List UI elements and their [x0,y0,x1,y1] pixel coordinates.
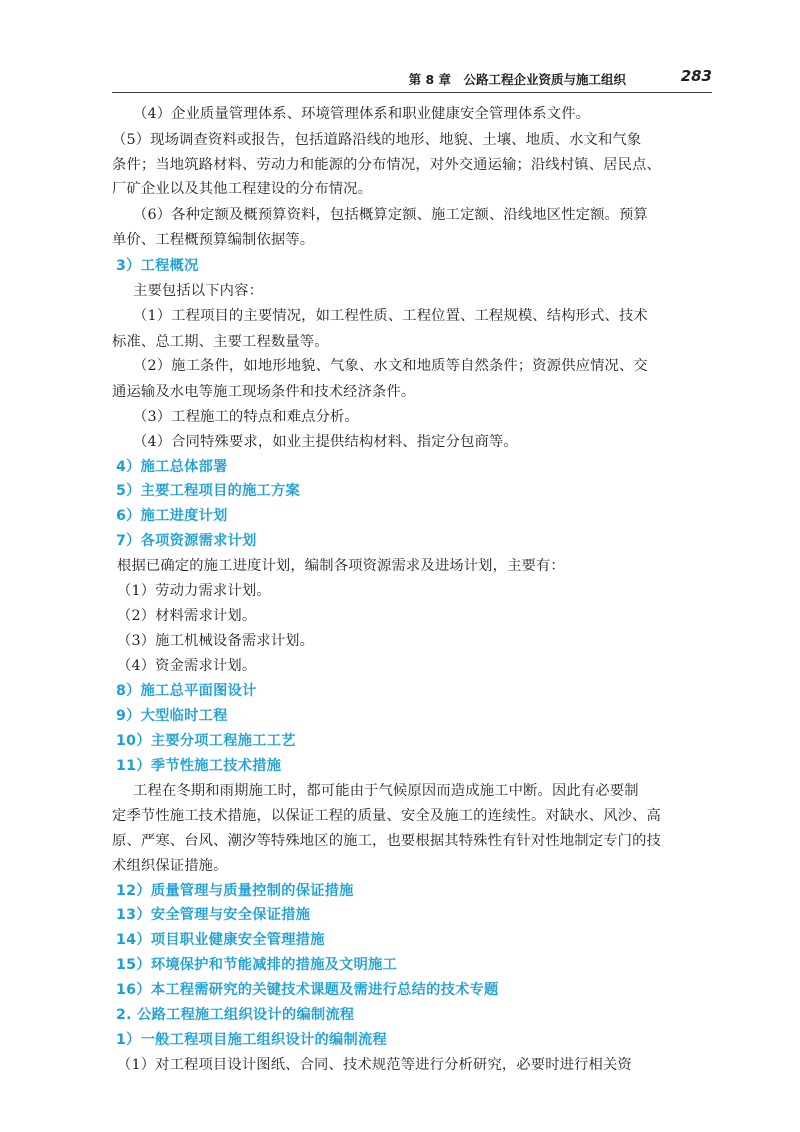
running-header [112,62,712,93]
section-heading: 9）大型临时工程 [116,708,228,724]
chapter-title: 第 8 章 公路工程企业资质与施工组织 [408,72,626,87]
list-item: （4）资金需求计划。 [117,658,257,674]
body-text-line: 单价、工程概预算编制依据等。 [112,232,315,248]
body-text-line: （6）各种定额及概预算资料，包括概算定额、施工定额、沿线地区性定额。预算 [133,207,648,223]
section-heading: 16）本工程需研究的关键技术课题及需进行总结的技术专题 [116,982,499,998]
section-heading: 12）质量管理与质量控制的保证措施 [116,883,354,899]
body-text-line: 原、严寒、台风、潮汐等特殊地区的施工，也要根据其特殊性有针对性地制定专门的技 [112,833,661,849]
body-text-line: 工程在冬期和雨期施工时，都可能由于气候原因而造成施工中断。因此有必要制 [133,783,639,799]
body-text-line: 术组织保证措施。 [112,858,228,874]
body-text-line: 根据已确定的施工进度计划，编制各项资源需求及进场计划，主要有： [117,558,565,574]
section-heading: 3）工程概况 [116,258,199,274]
section-heading: 7）各项资源需求计划 [116,533,257,549]
list-item: （1）劳动力需求计划。 [117,583,271,599]
section-heading: 10）主要分项工程施工工艺 [116,733,296,749]
body-text-line: （4）企业质量管理体系、环境管理体系和职业健康安全管理体系文件。 [133,106,591,122]
section-heading: 11）季节性施工技术措施 [116,758,282,774]
body-text-line: 通运输及水电等施工现场条件和技术经济条件。 [112,384,416,400]
body-text-line: （5）现场调查资料或报告，包括道路沿线的地形、地貌、土壤、地质、水文和气象 [112,132,642,148]
section-heading: 14）项目职业健康安全管理措施 [116,932,325,948]
section-heading: 4）施工总体部署 [116,459,228,475]
section-heading: 1）一般工程项目施工组织设计的编制流程 [116,1032,387,1048]
page-number: 283 [680,67,712,85]
section-heading: 8）施工总平面图设计 [116,683,257,699]
body-text-line: 条件；当地筑路材料、劳动力和能源的分布情况，对外交通运输；沿线村镇、居民点、 [112,157,661,173]
section-heading: 13）安全管理与安全保证措施 [116,907,311,923]
body-text-line: 标准、总工期、主要工程数量等。 [112,334,329,350]
list-item: （2）材料需求计划。 [117,608,257,624]
body-text-line: （3）工程施工的特点和难点分析。 [133,409,359,425]
list-item: （3）施工机械设备需求计划。 [117,633,315,649]
body-text-line: （4）合同特殊要求，如业主提供结构材料、指定分包商等。 [133,434,518,450]
body-text-line: （2）施工条件，如地形地貌、气象、水文和地质等自然条件；资源供应情况、交 [133,358,648,374]
body-text-line: （1）对工程项目设计图纸、合同、技术规范等进行分析研究，必要时进行相关资 [117,1057,632,1073]
section-heading: 6）施工进度计划 [116,508,228,524]
section-heading: 5）主要工程项目的施工方案 [116,483,301,499]
body-text-line: 主要包括以下内容： [133,283,264,299]
body-text-line: 定季节性施工技术措施，以保证工程的质量、安全及施工的连续性。对缺水、风沙、高 [112,808,661,824]
section-heading: 15）环境保护和节能减排的措施及文明施工 [116,957,398,973]
section-heading: 2. 公路工程施工组织设计的编制流程 [116,1007,355,1023]
body-text-line: 厂矿企业以及其他工程建设的分布情况。 [112,181,373,197]
body-text-line: （1）工程项目的主要情况，如工程性质、工程位置、工程规模、结构形式、技术 [133,308,648,324]
